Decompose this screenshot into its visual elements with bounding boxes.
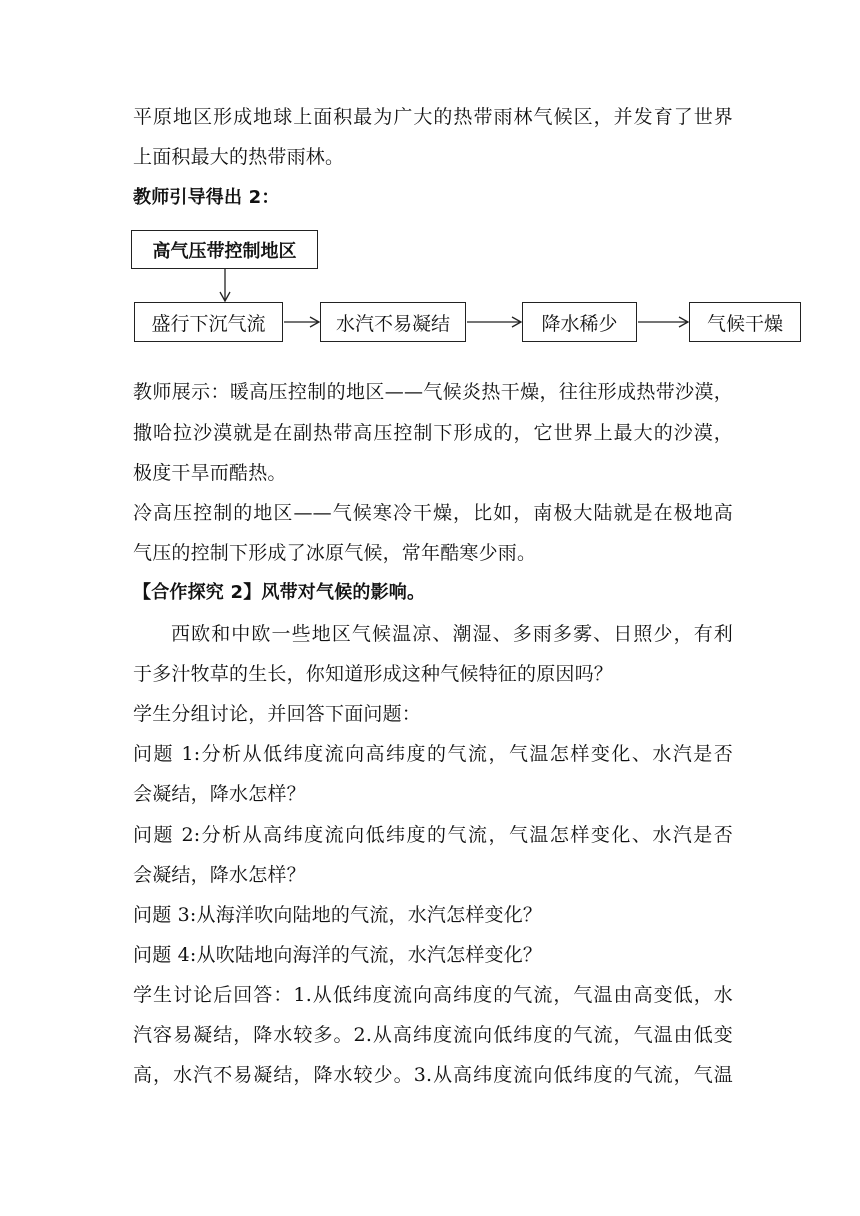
paragraph-line: 平原地区形成地球上面积最为广大的热带雨林气候区，并发育了世界 (133, 106, 733, 128)
question-line: 问题 2:分析从高纬度流向低纬度的气流，气温怎样变化、水汽是否 (133, 824, 733, 846)
paragraph-line: 学生分组讨论，并回答下面问题： (133, 703, 422, 725)
paragraph-line: 西欧和中欧一些地区气候温凉、潮湿、多雨多雾、日照少，有利 (171, 623, 733, 645)
flowchart-step-box: 降水稀少 (522, 302, 637, 342)
arrow-right-head (512, 317, 521, 327)
question-line: 问题 4:从吹陆地向海洋的气流，水汽怎样变化？ (133, 944, 543, 966)
section-heading: 【合作探究 2】风带对气候的影响。 (133, 582, 426, 603)
answer-line: 高，水汽不易凝结，降水较少。3.从高纬度流向低纬度的气流，气温 (133, 1064, 733, 1086)
question-line: 问题 3:从海洋吹向陆地的气流，水汽怎样变化？ (133, 904, 543, 926)
question-line: 会凝结，降水怎样？ (133, 783, 306, 805)
paragraph-line: 上面积最大的热带雨林。 (133, 146, 345, 168)
arrow-right-head (679, 317, 688, 327)
paragraph-line: 撒哈拉沙漠就是在副热带高压控制下形成的，它世界上最大的沙漠， (133, 422, 733, 444)
paragraph-line: 冷高压控制的地区——气候寒冷干燥，比如，南极大陆就是在极地高 (133, 502, 733, 524)
flowchart-top-box: 高气压带控制地区 (131, 230, 318, 269)
paragraph-line: 极度干旱而酷热。 (133, 462, 287, 484)
flowchart-step-box: 盛行下沉气流 (134, 302, 283, 342)
paragraph-line: 教师展示：暖高压控制的地区——气候炎热干燥，往往形成热带沙漠， (133, 381, 733, 403)
question-line: 问题 1:分析从低纬度流向高纬度的气流，气温怎样变化、水汽是否 (133, 743, 733, 765)
flowchart-step-box: 气候干燥 (689, 302, 801, 342)
flowchart-step-box: 水汽不易凝结 (320, 302, 466, 342)
arrow-down-head (220, 292, 230, 301)
paragraph-line: 气压的控制下形成了冰原气候，常年酷寒少雨。 (133, 542, 537, 564)
arrow-right-head (310, 317, 319, 327)
answer-line: 学生讨论后回答：1.从低纬度流向高纬度的气流，气温由高变低，水 (133, 984, 733, 1006)
answer-line: 汽容易凝结，降水较多。2.从高纬度流向低纬度的气流，气温由低变 (133, 1024, 733, 1046)
question-line: 会凝结，降水怎样？ (133, 864, 306, 886)
section-heading: 教师引导得出 2： (133, 187, 280, 208)
paragraph-line: 于多汁牧草的生长，你知道形成这种气候特征的原因吗？ (133, 663, 614, 685)
